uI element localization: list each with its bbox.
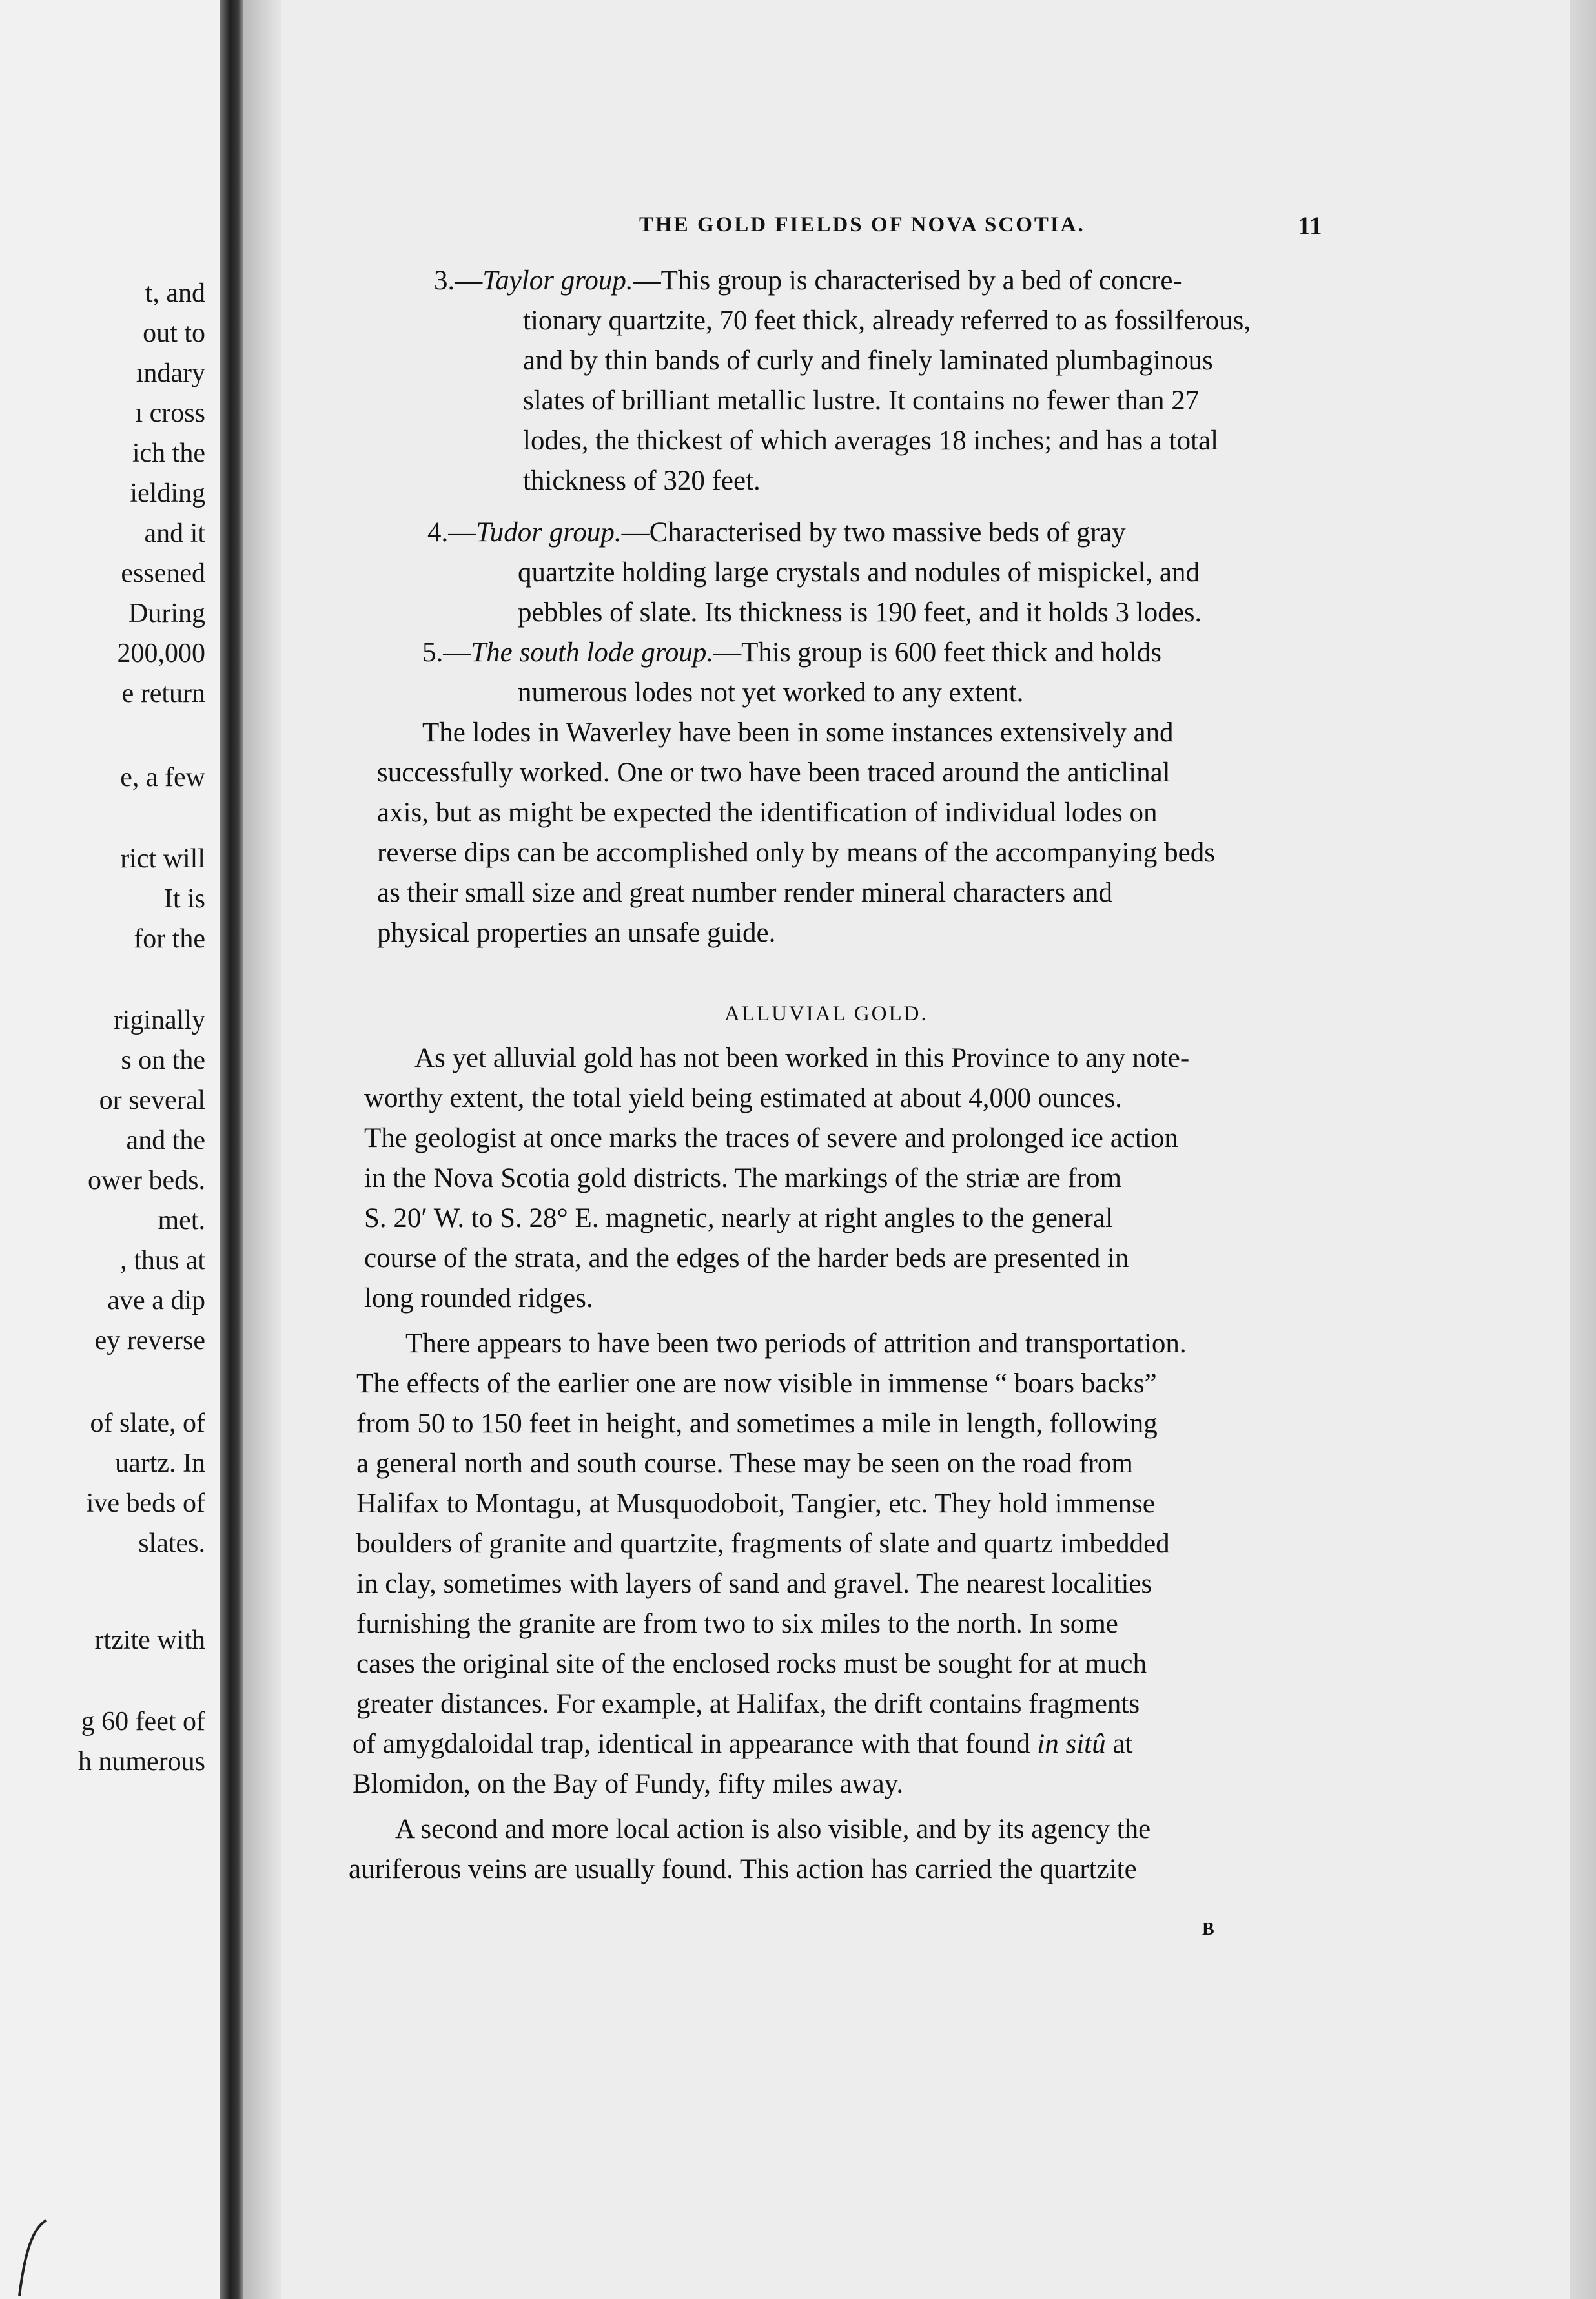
page-number: 11: [1298, 211, 1322, 240]
left-fragment: e, a few: [120, 763, 205, 792]
paragraph-line: worthy extent, the total yield being estimated at about 4,000 ounces.: [364, 1083, 1122, 1113]
left-fragment: out to: [143, 318, 205, 348]
text-line: quartzite holding large crystals and nodules of mispickel, and: [518, 557, 1200, 588]
page-crease-mark: [13, 2215, 52, 2299]
right-page: [281, 0, 1570, 2299]
left-fragment: uartz. In: [115, 1448, 205, 1478]
left-fragment: essened: [121, 559, 205, 588]
paragraph-line: auriferous veins are usually found. This action has carried the quartzite: [349, 1854, 1137, 1884]
group-number: 5.—: [422, 637, 471, 668]
group-4-first-line: [427, 517, 1126, 548]
group-5-first-line: [422, 637, 1161, 668]
left-fragment: of slate, of: [90, 1408, 205, 1438]
group-text: —This group is characterised by a bed of concre-: [633, 265, 1182, 296]
paragraph-line: There appears to have been two periods of attrition and transportation.: [405, 1328, 1187, 1359]
left-fragment: riginally: [113, 1005, 205, 1035]
group-number: 4.—: [427, 517, 476, 548]
paragraph-line: The effects of the earlier one are now visible in immense “ boars backs”: [356, 1368, 1157, 1399]
left-fragment: It is: [163, 884, 205, 914]
paragraph-line: long rounded ridges.: [364, 1283, 593, 1314]
left-fragment: ave a dip: [107, 1286, 205, 1315]
paragraph-line: [353, 1728, 1132, 1760]
paragraph-line: a general north and south course. These may be seen on the road from: [356, 1448, 1133, 1479]
paragraph-line: boulders of granite and quartzite, fragments of slate and quartz imbedded: [356, 1529, 1170, 1559]
paragraph-line: A second and more local action is also visible, and by its agency the: [395, 1814, 1151, 1844]
left-fragment: , thus at: [120, 1246, 205, 1275]
text-line: pebbles of slate. Its thickness is 190 feet, and it holds 3 lodes.: [518, 597, 1202, 628]
left-fragment: h numerous: [77, 1747, 205, 1777]
left-fragment: ower beds.: [88, 1166, 205, 1195]
left-fragment: ich the: [132, 438, 205, 468]
text-span: of amygdaloidal trap, identical in appearance with that found: [353, 1729, 1038, 1759]
left-fragment: s on the: [121, 1046, 205, 1075]
paragraph-line: reverse dips can be accomplished only by means of the accompanying beds: [377, 838, 1215, 868]
text-line: thickness of 320 feet.: [523, 466, 761, 496]
left-fragment: g 60 feet of: [81, 1707, 205, 1737]
paragraph-line: physical properties an unsafe guide.: [377, 918, 776, 948]
text-line: slates of brilliant metallic lustre. It contains no fewer than 27: [523, 386, 1200, 416]
group-label: Taylor group.: [482, 265, 633, 296]
group-label: The south lode group.: [471, 637, 714, 668]
text-line: tionary quartzite, 70 feet thick, already referred to as fossilferous,: [523, 305, 1251, 336]
group-text: —This group is 600 feet thick and holds: [713, 637, 1161, 668]
paragraph-line: The lodes in Waverley have been in some instances extensively and: [422, 717, 1174, 748]
paragraph-line: as their small size and great number render mineral characters and: [377, 878, 1112, 908]
text-line: and by thin bands of curly and finely laminated plumbaginous: [523, 345, 1213, 376]
left-fragment: e return: [121, 679, 205, 708]
group-label: Tudor group.: [476, 517, 622, 548]
left-fragment: rtzite with: [94, 1625, 205, 1655]
group-text: —Characterised by two massive beds of gray: [621, 517, 1126, 548]
left-fragment: or several: [99, 1086, 205, 1115]
left-fragment: 200,000: [117, 639, 205, 668]
left-fragment: ı cross: [135, 398, 205, 428]
paragraph-line: greater distances. For example, at Halifax, the drift contains fragments: [356, 1689, 1140, 1719]
page-edge: [1570, 0, 1596, 2299]
left-fragment: rict will: [120, 844, 205, 874]
paragraph-line: S. 20′ W. to S. 28° E. magnetic, nearly at right angles to the general: [364, 1203, 1113, 1233]
paragraph-line: in the Nova Scotia gold districts. The markings of the striæ are from: [364, 1163, 1122, 1193]
left-fragment: ındary: [136, 358, 205, 388]
left-fragment: ive beds of: [86, 1489, 205, 1518]
left-fragment: During: [128, 599, 205, 628]
group-number: 3.—: [434, 265, 483, 296]
paragraph-line: from 50 to 150 feet in height, and sometimes a mile in length, following: [356, 1408, 1158, 1439]
left-fragment: slates.: [138, 1529, 205, 1558]
left-fragment: t, and: [145, 278, 205, 308]
paragraph-line: Halifax to Montagu, at Musquodoboit, Tangier, etc. They hold immense: [356, 1489, 1155, 1519]
left-fragment: and the: [126, 1126, 205, 1155]
signature-mark: B: [1202, 1919, 1214, 1939]
paragraph-line: course of the strata, and the edges of the harder beds are presented in: [364, 1243, 1129, 1273]
text-span: at: [1105, 1729, 1133, 1759]
left-fragment: ey reverse: [94, 1326, 205, 1356]
paragraph-line: Blomidon, on the Bay of Fundy, fifty miles away.: [353, 1769, 904, 1799]
left-facing-page: [0, 0, 220, 2299]
italic-phrase: in sitû: [1037, 1729, 1106, 1759]
paragraph-line: successfully worked. One or two have been traced around the anticlinal: [377, 758, 1171, 788]
text-line: lodes, the thickest of which averages 18 inches; and has a total: [523, 426, 1219, 456]
paragraph-line: axis, but as might be expected the identification of individual lodes on: [377, 798, 1158, 828]
section-heading: ALLUVIAL GOLD.: [724, 1002, 928, 1026]
left-fragment: for the: [134, 924, 205, 954]
paragraph-line: cases the original site of the enclosed rocks must be sought for at much: [356, 1649, 1147, 1679]
left-fragment: met.: [158, 1206, 205, 1235]
gutter-shadow: [243, 0, 281, 2299]
running-title: THE GOLD FIELDS OF NOVA SCOTIA.: [639, 213, 1085, 236]
left-fragment: ielding: [130, 479, 205, 508]
paragraph-line: As yet alluvial gold has not been worked in this Province to any note-: [414, 1043, 1190, 1073]
text-line: numerous lodes not yet worked to any extent.: [518, 677, 1024, 708]
paragraph-line: furnishing the granite are from two to six miles to the north. In some: [356, 1609, 1118, 1639]
group-3-first-line: [434, 265, 1182, 296]
left-fragment: and it: [144, 519, 205, 548]
paragraph-line: The geologist at once marks the traces of severe and prolonged ice action: [364, 1123, 1178, 1153]
book-gutter: [220, 0, 243, 2299]
paragraph-line: in clay, sometimes with layers of sand and gravel. The nearest localities: [356, 1569, 1152, 1599]
